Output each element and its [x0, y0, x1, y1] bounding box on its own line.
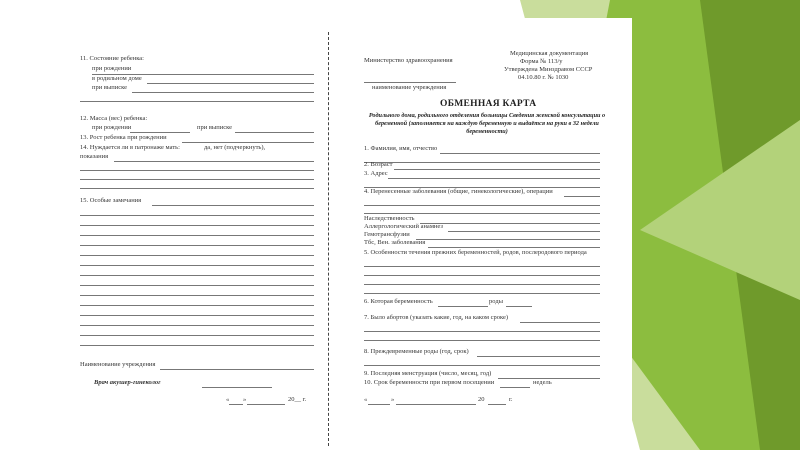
blank-line[interactable] — [364, 284, 600, 285]
underline[interactable] — [152, 205, 314, 206]
item-12-birth: при рождении — [92, 124, 132, 131]
blank-line[interactable] — [80, 215, 314, 216]
underline[interactable] — [500, 387, 530, 388]
document-subtitle: Родильного дома, родильного отделения больницы Сведения женской консультации о беременной (заполняется на каждую беременную и выдаётся на руки в 32 недели беременности) — [368, 112, 606, 135]
blank-line[interactable] — [364, 266, 600, 267]
item-15-label: 15. Особые замечания — [80, 197, 142, 204]
underline[interactable] — [394, 169, 600, 170]
underline[interactable] — [388, 178, 600, 179]
underline[interactable] — [114, 161, 314, 162]
item-11-ward: в родильном доме — [92, 75, 142, 82]
blank-line[interactable] — [364, 340, 600, 341]
blank-line[interactable] — [80, 305, 314, 306]
underline[interactable] — [235, 132, 314, 133]
underline[interactable] — [420, 223, 600, 224]
fold-line — [328, 32, 329, 446]
item-11-discharge: при выписке — [92, 84, 127, 91]
field-10-term: 10. Срок беременности при первом посещении — [364, 379, 495, 386]
blank-line[interactable] — [80, 255, 314, 256]
underline[interactable] — [564, 196, 600, 197]
underline[interactable] — [182, 142, 314, 143]
underline[interactable] — [416, 239, 600, 240]
field-8-premature: 8. Преждевременные роды (год, срок) — [364, 348, 469, 355]
field-3-address: 3. Адрес — [364, 170, 388, 177]
med-doc-label: Медицинская документация — [510, 50, 589, 57]
underline[interactable] — [160, 369, 314, 370]
field-5-pregnancies: 5. Особенности течения прежних беременностей, родов, послеродового периода — [364, 249, 587, 256]
heredity-label: Наследственность — [364, 215, 415, 222]
field-6-births: роды — [489, 298, 503, 305]
day-line[interactable] — [229, 404, 243, 405]
blank-line[interactable] — [364, 275, 600, 276]
underline[interactable] — [130, 132, 190, 133]
item-14-label: 14. Нуждается ли в патронаже мать: — [80, 144, 180, 151]
field-2-age: 2. Возраст — [364, 161, 393, 168]
blank-line[interactable] — [80, 225, 314, 226]
ministry-label: Министерство здравоохранения — [364, 57, 453, 64]
document-title: ОБМЕННАЯ КАРТА — [440, 99, 537, 109]
underline[interactable] — [506, 306, 532, 307]
institution-caption: наименование учреждения — [372, 84, 447, 91]
approved-label: Утверждена Минздравом СССР — [504, 66, 593, 73]
doctor-label: Врач акушер-гинеколог — [94, 379, 161, 386]
signature-line[interactable] — [202, 387, 272, 388]
blank-line[interactable] — [80, 285, 314, 286]
field-7-abortions: 7. Было абортов (указать какие, год, на каком сроке) — [364, 314, 508, 321]
right-date-year: 20 — [478, 396, 485, 403]
field-6-pregnancy-number: 6. Которая беременность — [364, 298, 433, 305]
item-14-reasons: показания — [80, 153, 109, 160]
item-13-label: 13. Рост ребенка при рождении — [80, 134, 167, 141]
blank-line[interactable] — [80, 179, 314, 180]
approved-date: 04.10.80 г. № 1030 — [518, 74, 569, 81]
institution-label: Наименование учреждения — [80, 361, 156, 368]
item-11-birth: при рождении — [92, 65, 132, 72]
underline[interactable] — [438, 306, 488, 307]
blank-line[interactable] — [80, 295, 314, 296]
blank-line[interactable] — [80, 315, 314, 316]
item-11-label: 11. Состояние ребенка: — [80, 55, 144, 62]
month-line[interactable] — [247, 404, 285, 405]
underline[interactable] — [147, 83, 314, 84]
blank-line[interactable] — [364, 213, 600, 214]
left-date-open: « — [226, 396, 230, 403]
blank-line[interactable] — [80, 235, 314, 236]
item-12-label: 12. Масса (вес) ребенка: — [80, 115, 148, 122]
right-date-mid: » — [391, 396, 395, 403]
transfusion-label: Гемотрансфузии — [364, 231, 410, 238]
blank-line[interactable] — [364, 162, 600, 163]
tb-label: Тбс, Вен. заболевания — [364, 239, 426, 246]
underline[interactable] — [132, 92, 314, 93]
left-date-mid: » — [243, 396, 247, 403]
field-10-weeks: недель — [533, 379, 552, 386]
underline[interactable] — [440, 153, 600, 154]
right-date-suffix: г. — [509, 396, 513, 403]
field-1-name: 1. Фамилия, имя, отчество — [364, 145, 438, 152]
blank-line[interactable] — [80, 170, 314, 171]
blank-line[interactable] — [364, 205, 600, 206]
form-sheet — [52, 18, 632, 434]
day-line[interactable] — [368, 404, 390, 405]
blank-line[interactable] — [80, 245, 314, 246]
blank-line[interactable] — [364, 331, 600, 332]
left-date-tail: 20__ г. — [288, 396, 307, 403]
underline[interactable] — [520, 322, 600, 323]
year-line[interactable] — [488, 404, 506, 405]
institution-line[interactable] — [364, 82, 456, 83]
item-12-discharge: при выписке — [197, 124, 232, 131]
blank-line[interactable] — [80, 265, 314, 266]
blank-line[interactable] — [80, 188, 314, 189]
item-14-options: да, нет (подчеркнуть), — [204, 144, 266, 151]
allergy-label: Аллергологический анамнез — [364, 223, 443, 230]
blank-line[interactable] — [364, 365, 600, 366]
underline[interactable] — [448, 231, 600, 232]
blank-line[interactable] — [80, 101, 314, 102]
month-line[interactable] — [396, 404, 476, 405]
blank-line[interactable] — [80, 335, 314, 336]
field-9-menstruation: 9. Последняя менструация (число, месяц, год) — [364, 370, 492, 377]
blank-line[interactable] — [80, 325, 314, 326]
right-date-open: « — [364, 396, 368, 403]
blank-line[interactable] — [80, 345, 314, 346]
underline[interactable] — [428, 247, 600, 248]
underline[interactable] — [477, 356, 600, 357]
blank-line[interactable] — [80, 275, 314, 276]
field-4-diseases: 4. Перенесенные заболевания (общие, гинекологические), операции — [364, 188, 553, 195]
form-number: Форма № 113/у — [520, 58, 563, 65]
blank-line[interactable] — [364, 293, 600, 294]
